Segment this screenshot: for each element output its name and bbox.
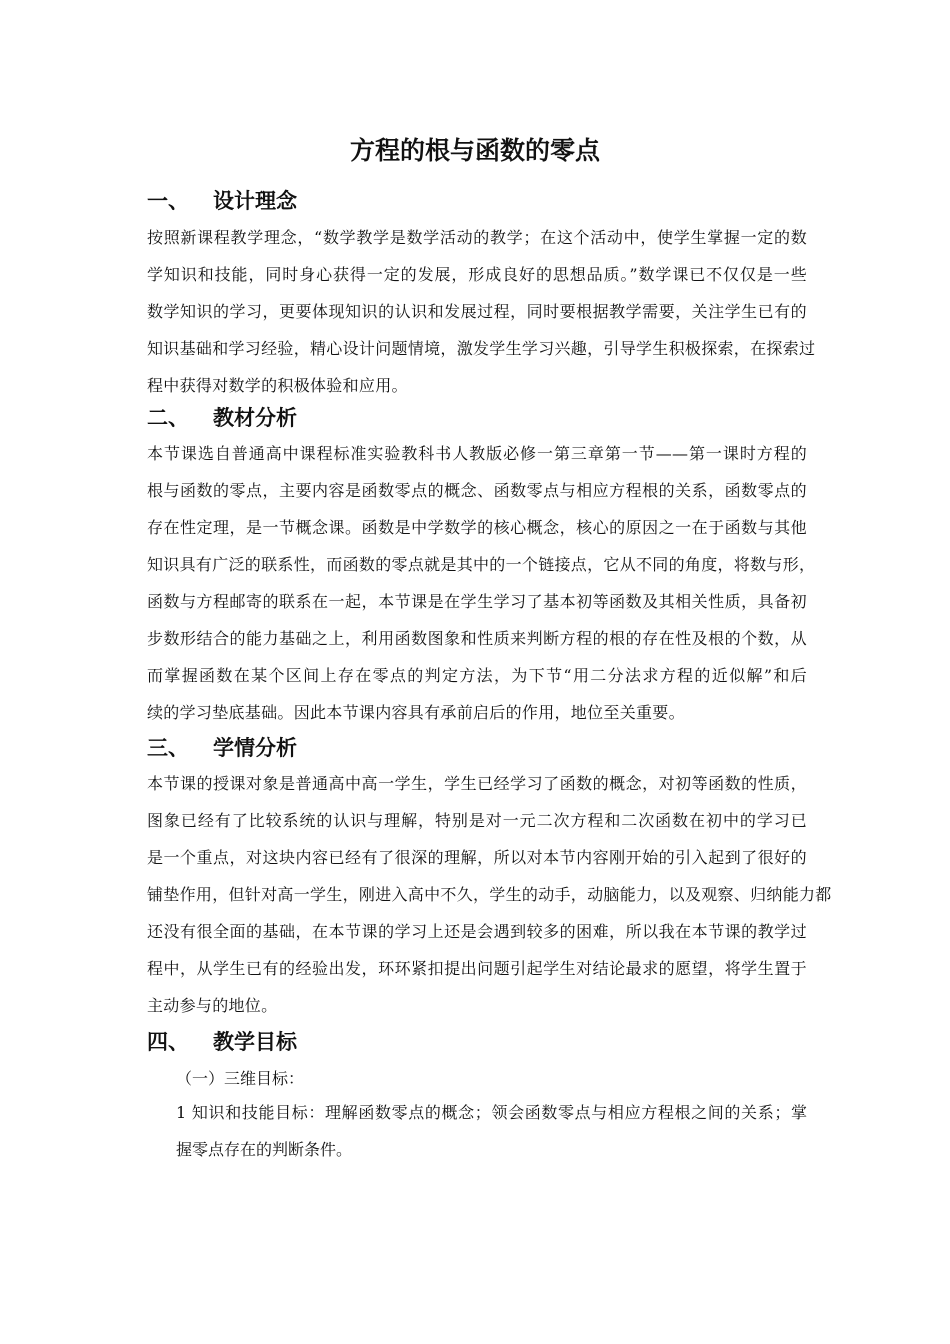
section-paragraph-design-concept	[147, 219, 816, 404]
section-number: 一、	[147, 189, 189, 213]
section-title: 教学目标	[213, 1030, 297, 1054]
paragraph-line: 本节课的授课对象是普通高中高一学生，学生已经学习了函数的概念，对初等函数的性质，	[147, 774, 807, 793]
paragraph-line: 铺垫作用，但针对高一学生，刚进入高中不久，学生的动手，动脑能力，以及观察、归纳能力都	[147, 885, 832, 904]
section-heading-teaching-goals	[147, 1027, 297, 1057]
subsection-heading-three-dimensional-goals: （一）三维目标：	[176, 1069, 305, 1088]
paragraph-line: 1 知识和技能目标：理解函数零点的概念；领会函数零点与相应方程根之间的关系；掌	[176, 1103, 807, 1122]
paragraph-line: 函数与方程邮寄的联系在一起，本节课是在学生学习了基本初等函数及其相关性质，具备初	[147, 592, 807, 611]
paragraph-line: 存在性定理，是一节概念课。函数是中学数学的核心概念，核心的原因之一在于函数与其他	[147, 518, 807, 537]
section-heading-textbook-analysis	[147, 403, 297, 433]
paragraph-line: 步数形结合的能力基础之上，利用函数图象和性质来判断方程的根的存在性及根的个数，从	[147, 629, 807, 648]
section-paragraph-learner-analysis	[147, 765, 832, 1024]
paragraph-line: 按照新课程教学理念，“数学教学是数学活动的教学；在这个活动中，使学生掌握一定的数	[147, 228, 807, 247]
section-title: 教材分析	[213, 406, 297, 430]
section-heading-design-concept	[147, 186, 297, 216]
paragraph-line: 续的学习垫底基础。因此本节课内容具有承前启后的作用，地位至关重要。	[147, 703, 685, 722]
section-heading-learner-analysis	[147, 733, 297, 763]
paragraph-line: 程中获得对数学的积极体验和应用。	[147, 376, 408, 395]
paragraph-line: 图象已经有了比较系统的认识与理解，特别是对一元二次方程和二次函数在初中的学习已	[147, 811, 807, 830]
paragraph-line: 根与函数的零点，主要内容是函数零点的概念、函数零点与相应方程根的关系，函数零点的	[147, 481, 807, 500]
paragraph-line: 还没有很全面的基础，在本节课的学习上还是会遇到较多的困难，所以我在本节课的教学过	[147, 922, 807, 941]
section-number: 二、	[147, 406, 189, 430]
section-title: 学情分析	[213, 736, 297, 760]
paragraph-line: 数学知识的学习，更要体现知识的认识和发展过程，同时要根据教学需要，关注学生已有的	[147, 302, 807, 321]
paragraph-line: 知识基础和学习经验，精心设计问题情境，激发学生学习兴趣，引导学生积极探索，在探索过	[147, 339, 816, 358]
paragraph-line: 学知识和技能，同时身心获得一定的发展，形成良好的思想品质。”数学课已不仅仅是一些	[147, 265, 807, 284]
section-title: 设计理念	[213, 189, 297, 213]
document-title: 方程的根与函数的零点	[349, 136, 600, 165]
paragraph-line: 握零点存在的判断条件。	[176, 1140, 353, 1159]
section-paragraph-textbook-analysis	[147, 435, 816, 731]
paragraph-line: 程中，从学生已有的经验出发，环环紧扣提出问题引起学生对结论最求的愿望，将学生置于	[147, 959, 807, 978]
paragraph-line: 而掌握函数在某个区间上存在零点的判定方法，为下节“用二分法求方程的近似解”和后	[147, 666, 807, 685]
section-number: 四、	[147, 1030, 189, 1054]
paragraph-line: 是一个重点，对这块内容已经有了很深的理解，所以对本节内容刚开始的引入起到了很好的	[147, 848, 807, 867]
goal-item-knowledge-skills	[176, 1094, 807, 1168]
section-number: 三、	[147, 736, 189, 760]
paragraph-line: 主动参与的地位。	[147, 996, 278, 1015]
paragraph-line: 知识具有广泛的联系性，而函数的零点就是其中的一个链接点，它从不同的角度，将数与形，	[147, 555, 816, 574]
paragraph-line: 本节课选自普通高中课程标准实验教科书人教版必修一第三章第一节——第一课时方程的	[147, 444, 807, 463]
